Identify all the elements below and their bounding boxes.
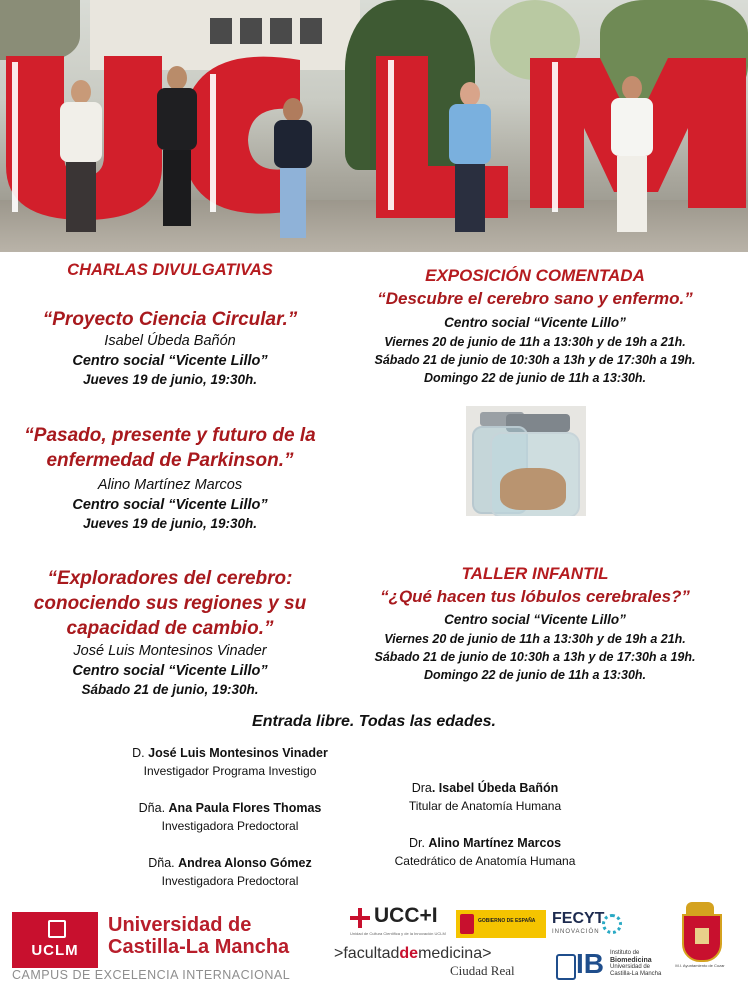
gob-text: GOBIERNO DE ESPAÑA	[478, 918, 536, 924]
fecyt-subtext: INNOVACIÓN	[552, 929, 600, 935]
ib-logo	[556, 948, 666, 984]
expo-heading: EXPOSICIÓN COMENTADA	[425, 266, 645, 285]
ayuntamiento-logo	[675, 902, 725, 972]
facultad-text: medicina>	[418, 945, 492, 962]
expo-venue: Centro social “Vicente Lillo”	[444, 315, 626, 330]
fecyt-dots-icon	[602, 914, 622, 934]
taller-line: Viernes 20 de junio de 11h a 13:30h y de 19h a 21h.	[384, 632, 686, 646]
person	[446, 82, 494, 232]
person	[272, 98, 314, 238]
facultad-logo	[334, 945, 491, 963]
credit-3	[110, 856, 350, 888]
talk-title: capacidad de cambio.”	[66, 618, 274, 639]
charlas-heading: CHARLAS DIVULGATIVAS	[67, 261, 273, 279]
credit-2	[110, 801, 350, 833]
uclm-emblem-icon	[48, 920, 66, 938]
person	[56, 80, 106, 232]
ib-subtext-line: Instituto de	[610, 950, 640, 956]
taller-subtitle: “¿Qué hacen tus lóbulos cerebrales?”	[380, 587, 690, 606]
credit-role: Catedrático de Anatomía Humana	[394, 854, 576, 868]
facultad-text: de	[399, 945, 419, 962]
ucci-logo	[350, 904, 450, 944]
uclm-logo-box	[12, 912, 98, 968]
credit-role: Investigadora Predoctoral	[161, 819, 299, 833]
ucci-subtext: Unidad de Cultura Científica y de la Innovación UCLM	[350, 931, 446, 936]
talk-speaker: Alino Martínez Marcos	[97, 477, 243, 493]
entrada-libre: Entrada libre. Todas las edades.	[252, 713, 496, 730]
brain-jar-photo	[466, 406, 586, 516]
sign-stripe	[552, 62, 558, 212]
credit-name: Ana Paula Flores Thomas	[168, 801, 322, 815]
talk-speaker: Isabel Úbeda Bañón	[104, 333, 236, 349]
campus-text: CAMPUS DE EXCELENCIA INTERNACIONAL	[12, 968, 291, 982]
person	[608, 76, 656, 232]
uni-name-line: Universidad de	[108, 914, 252, 936]
credit-role: Titular de Anatomía Humana	[408, 799, 562, 813]
building-windows	[210, 18, 330, 44]
credit-name: José Luis Montesinos Vinader	[148, 746, 328, 760]
talk-title: “Pasado, presente y futuro de la	[24, 425, 316, 446]
taller-venue: Centro social “Vicente Lillo”	[444, 612, 626, 627]
taller-line: Domingo 22 de junio de 11h a 13:30h.	[423, 668, 647, 682]
talk-title: conociendo sus regiones y su	[33, 593, 307, 614]
uclm-logo-text: UCLM	[31, 942, 79, 959]
credit-role: Investigadora Predoctoral	[161, 874, 299, 888]
uni-name-line: Castilla-La Mancha	[108, 936, 290, 958]
ib-subtext-line: Castilla-La Mancha	[610, 971, 662, 977]
ucci-cross-icon	[350, 908, 370, 928]
credit-prefix: Dra	[411, 781, 432, 795]
credit-prefix: Dña.	[148, 856, 179, 870]
expo-line: Domingo 22 de junio de 11h a 13:30h.	[423, 371, 647, 385]
talk-2	[0, 423, 340, 531]
credit-4	[370, 781, 600, 813]
ayuntamiento-text: M.I. Ayuntamiento de Cozar	[675, 963, 725, 968]
expo-subtitle: “Descubre el cerebro sano y enfermo.”	[377, 289, 693, 308]
credit-name: Alino Martínez Marcos	[428, 836, 562, 850]
fecyt-text: FECYT	[552, 910, 605, 927]
talk-title: “Proyecto Ciencia Circular.”	[42, 309, 298, 330]
sign-stripe	[12, 62, 18, 212]
talk-date: Jueves 19 de junio, 19:30h.	[82, 516, 258, 531]
taller-heading: TALLER INFANTIL	[461, 564, 609, 583]
facultad-text: >facultad	[334, 945, 400, 962]
taller-section	[330, 564, 740, 682]
credit-name: Andrea Alonso Gómez	[178, 856, 312, 870]
talk-title: “Exploradores del cerebro:	[47, 568, 293, 589]
shield-icon	[682, 914, 722, 962]
ib-subtext	[610, 950, 661, 978]
credit-prefix: Dr.	[408, 836, 429, 850]
ib-subtext-line: Biomedicina	[610, 957, 652, 964]
brain	[500, 468, 566, 510]
hero-photo	[0, 0, 748, 252]
ucci-text: UCC+I	[374, 904, 438, 927]
talk-date: Sábado 21 de junio, 19:30h.	[81, 682, 259, 697]
person	[154, 66, 200, 226]
fecyt-logo	[552, 910, 622, 940]
talk-3	[0, 566, 340, 697]
talk-venue: Centro social “Vicente Lillo”	[72, 663, 268, 679]
taller-line: Sábado 21 de junio de 10:30h a 13h y de 17:30h a 19h.	[374, 650, 696, 664]
ib-text: IB	[576, 948, 604, 979]
credit-prefix: D.	[132, 746, 149, 760]
sign-stripe	[388, 60, 394, 210]
expo-line: Sábado 21 de junio de 10:30h a 13h y de 17:30h a 19h.	[374, 353, 696, 367]
gob-logo	[456, 910, 546, 938]
talk-venue: Centro social “Vicente Lillo”	[72, 353, 268, 369]
talk-title: enfermedad de Parkinson.”	[46, 450, 294, 471]
credit-prefix: Dña.	[138, 801, 169, 815]
sign-stripe	[210, 74, 216, 212]
ib-emblem-icon	[556, 954, 576, 980]
credit-5	[370, 836, 600, 868]
credit-role: Investigador Programa Investigo	[143, 764, 317, 778]
talk-1	[0, 309, 340, 387]
expo-line: Viernes 20 de junio de 11h a 13:30h y de 19h a 21h.	[384, 335, 686, 349]
talk-speaker: José Luis Montesinos Vinader	[73, 643, 267, 659]
talk-venue: Centro social “Vicente Lillo”	[72, 497, 268, 513]
credit-1	[110, 746, 350, 778]
ciudad-real-text: Ciudad Real	[450, 963, 515, 978]
credit-name: . Isabel Úbeda Bañón	[431, 781, 559, 795]
talk-date: Jueves 19 de junio, 19:30h.	[82, 372, 258, 387]
coat-of-arms-icon	[460, 914, 474, 934]
expo-section	[330, 266, 740, 385]
crown-icon	[686, 902, 714, 914]
uni-name	[108, 914, 289, 958]
ib-subtext-line: Universidad de	[610, 964, 651, 970]
